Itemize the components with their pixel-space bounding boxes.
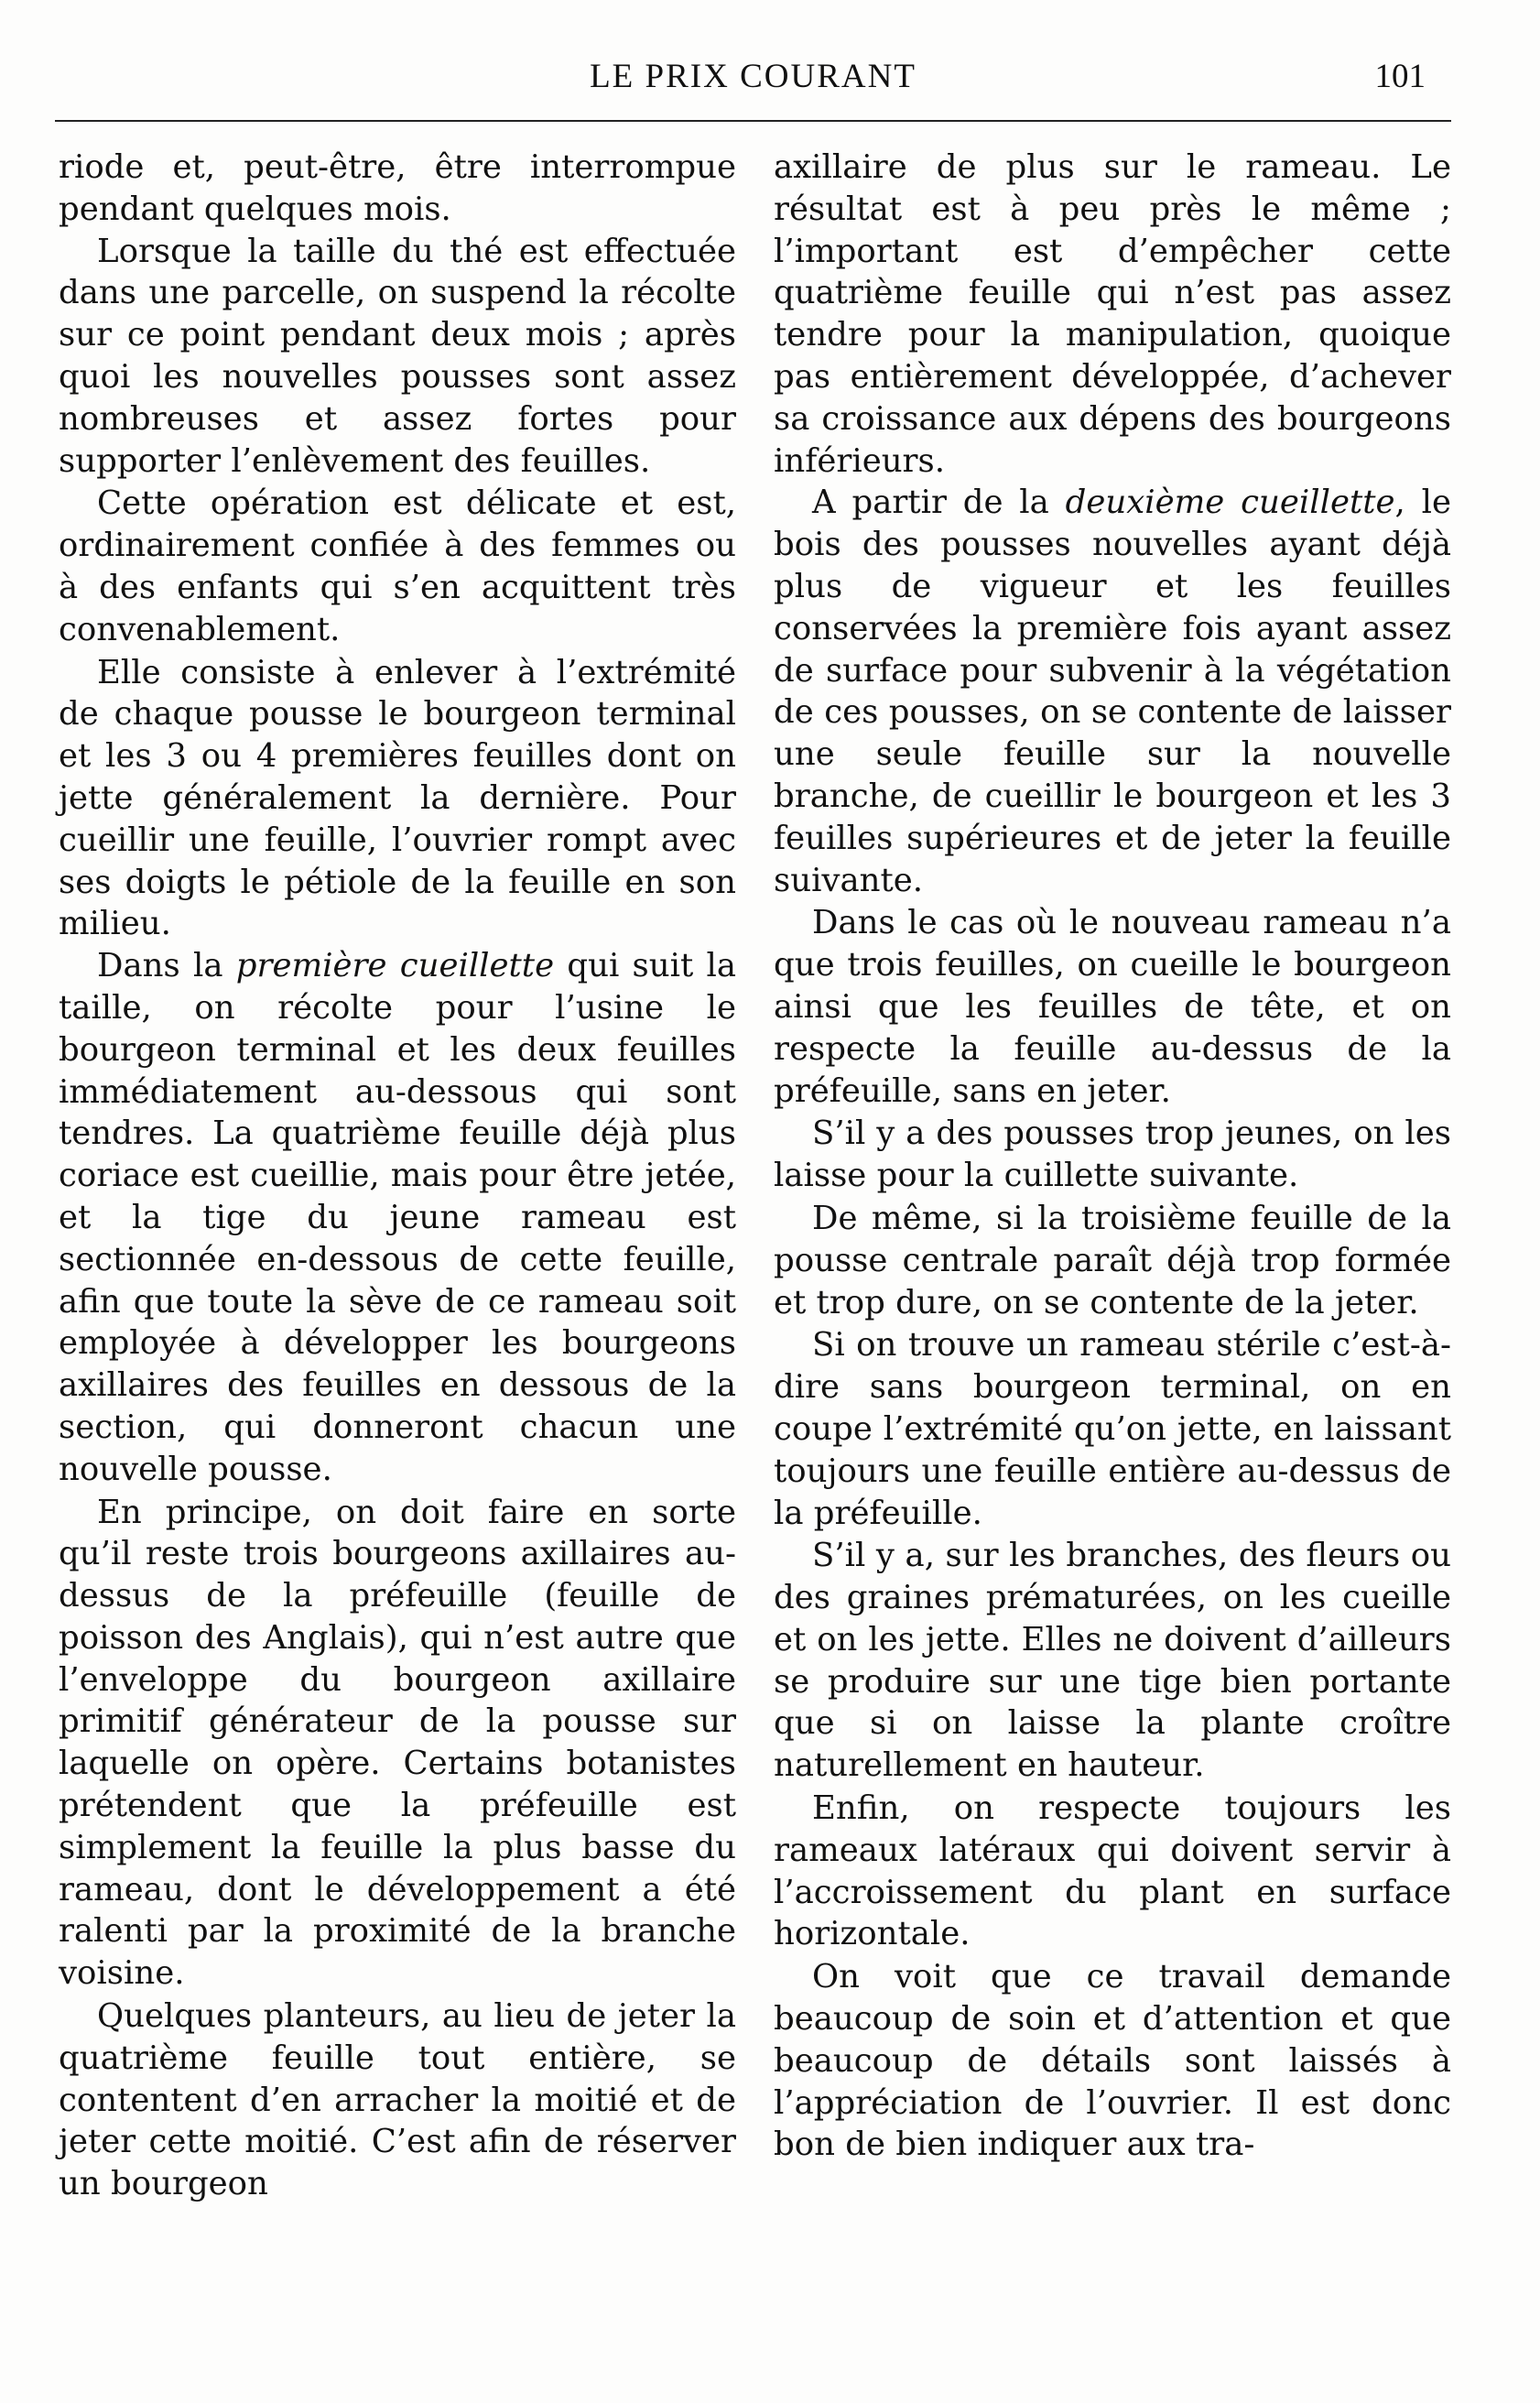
paragraph-text: Dans la: [97, 947, 236, 985]
right-column: [774, 147, 1451, 2166]
paragraph: Lorsque la taille du thé est effectuée dans une parcelle, on suspend la récolte sur ce point pendant deux mois ; après quoi les nouvelles pousses sont assez nombreuses et assez fortes pour supporter l’enlèvement des feuilles.: [59, 232, 736, 480]
paragraph: Dans le cas où le nouveau rameau n’a que trois feuilles, on cueille le bourgeon ainsi que les feuilles de tête, et on respecte la feuille au-dessus de la préfeuille, sans en jeter.: [774, 904, 1451, 1110]
paragraph-text: A partir de la: [812, 484, 1066, 522]
left-column: [59, 147, 736, 2205]
paragraph: Cette opération est délicate et est, ordinairement confiée à des femmes ou à des enfants qui s’en acquittent très convenablement.: [59, 484, 736, 648]
paragraph: [59, 945, 736, 1490]
paragraph: On voit que ce travail demande beaucoup de soin et d’attention et que beaucoup de détails sont laissés à l’appréciation de l’ouvrier. Il est donc bon de bien indiquer aux tra-: [774, 1958, 1451, 2164]
paragraph-text: , le bois des pousses nouvelles ayant déjà plus de vigueur et les feuilles conservées la première fois ayant assez de surface pour subvenir à la végétation de ces pousses, on se contente de laisser une seule feuille sur la nouvelle branche, de cueillir le bourgeon et les 3 feuilles supérieures et de jeter la feuille suivante.: [774, 484, 1451, 899]
paragraph: Elle consiste à enlever à l’extrémité de chaque pousse le bourgeon terminal et les 3 ou 4 premières feuilles dont on jette généralement la dernière. Pour cueillir une feuille, l’ouvrier rompt avec ses doigts le pétiole de la feuille en son milieu.: [59, 653, 736, 943]
page-number: 101: [1374, 58, 1426, 95]
paragraph: Si on trouve un rameau stérile c’est-à-dire sans bourgeon terminal, on en coupe l’extrémité qu’on jette, en laissant toujours une feuille entière au-dessus de la préfeuille.: [774, 1326, 1451, 1532]
paragraph: Enfin, on respecte toujours les rameaux latéraux qui doivent servir à l’accroissement du plant en surface horizontale.: [774, 1789, 1451, 1953]
paragraph-text: qui suit la taille, on récolte pour l’usine le bourgeon terminal et les deux feuilles immédiatement au-dessous qui sont tendres. La quatrième feuille déjà plus coriace est cueillie, mais pour être jetée, et la tige du jeune rameau est sectionnée en-dessous de cette feuille, afin que toute la sève de ce rameau soit employée à développer les bourgeons axillaires des feuilles en dessous de la section, qui donneront chacun une nouvelle pousse.: [59, 947, 737, 1488]
running-title: LE PRIX COURANT: [590, 58, 916, 95]
paragraph: [774, 482, 1451, 901]
paragraph: axillaire de plus sur le rameau. Le résultat est à peu près le même ; l’important est d’empêcher cette quatrième feuille qui n’est pas assez tendre pour la manipulation, quoique pas entièrement développée, d’achever sa croissance aux dépens des bourgeons inférieurs.: [774, 148, 1451, 480]
paragraph: De même, si la troisième feuille de la pousse centrale paraît déjà trop formée et trop dure, on se contente de la jeter.: [774, 1199, 1451, 1321]
header-rule: [55, 120, 1451, 122]
italic-term: deuxième cueillette: [1065, 484, 1395, 522]
paragraph: Quelques planteurs, au lieu de jeter la quatrième feuille tout entière, se contentent d’en arracher la moitié et de jeter cette moitié. C’est afin de réserver un bourgeon: [59, 1997, 736, 2203]
paragraph: S’il y a des pousses trop jeunes, on les laisse pour la cuillette suivante.: [774, 1115, 1451, 1195]
paragraph: S’il y a, sur les branches, des fleurs ou des graines prématurées, on les cueille et on les jette. Elles ne doivent d’ailleurs se produire sur une tige bien portante que si on laisse la plante croître naturellement en hauteur.: [774, 1537, 1451, 1785]
italic-term: première cueillette: [235, 947, 555, 985]
page-header: [55, 57, 1451, 112]
paragraph: riode et, peut-être, être interrompue pendant quelques mois.: [59, 148, 736, 228]
paragraph: En principe, on doit faire en sorte qu’il reste trois bourgeons axillaires au-dessus de la préfeuille (feuille de poisson des Anglais), qui n’est autre que l’enveloppe du bourgeon axillaire primitif générateur de la pousse sur laquelle on opère. Certains botanistes prétendent que la préfeuille est simplement la feuille la plus basse du rameau, dont le développement a été ralenti par la proximité de la branche voisine.: [59, 1493, 736, 1993]
